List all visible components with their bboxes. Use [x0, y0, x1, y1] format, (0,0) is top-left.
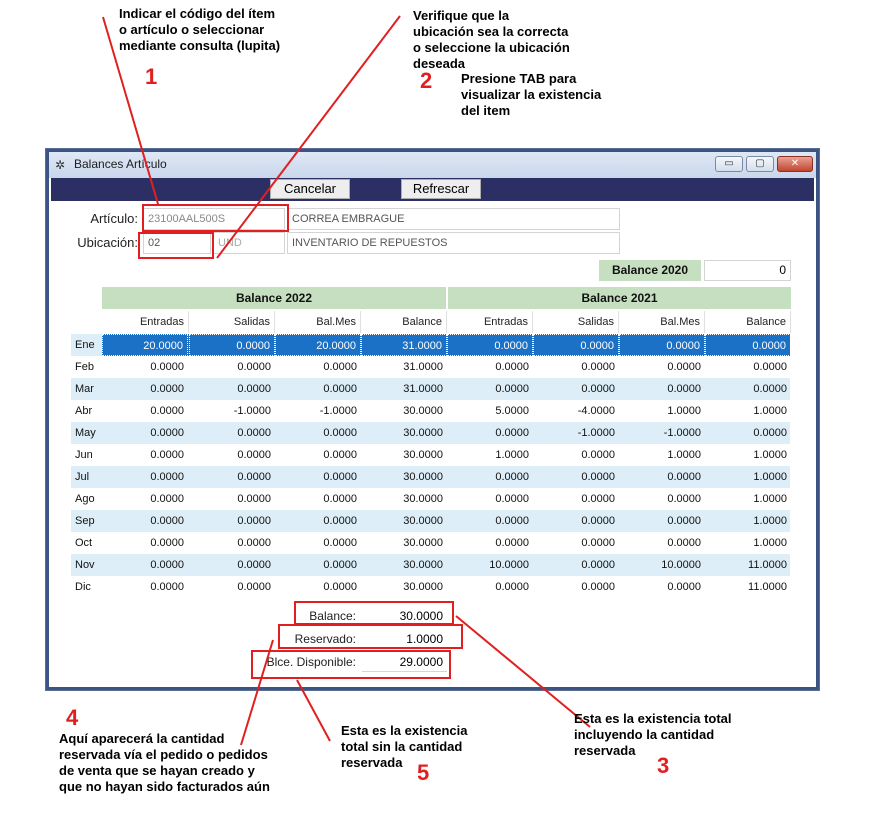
col-header[interactable]: Salidas [533, 311, 619, 333]
table-cell: 0.0000 [150, 361, 184, 373]
table-cell: 0.0000 [667, 581, 701, 593]
table-cell: 0.0000 [581, 581, 615, 593]
table-cell: 0.0000 [495, 471, 529, 483]
table-cell: 0.0000 [581, 471, 615, 483]
col-header[interactable]: Balance [361, 311, 447, 333]
table-cell: 0.0000 [323, 427, 357, 439]
table-cell: 0.0000 [150, 383, 184, 395]
table-cell: 1.0000 [753, 493, 787, 505]
refresh-button[interactable]: Refrescar [401, 179, 481, 199]
table-cell: 0.0000 [150, 405, 184, 417]
month-cell: May [75, 427, 96, 439]
table-cell: 30.0000 [403, 471, 443, 483]
ubicacion-code-input[interactable]: 02 [143, 232, 211, 254]
table-cell: 0.0000 [581, 361, 615, 373]
articulo-description: CORREA EMBRAGUE [287, 208, 620, 230]
table-cell: 0.0000 [237, 581, 271, 593]
table-cell: 30.0000 [403, 427, 443, 439]
table-cell: 0.0000 [323, 449, 357, 461]
disponible-value: 29.0000 [362, 652, 447, 672]
table-cell: 0.0000 [667, 493, 701, 505]
annotation-1-text: Indicar el código del ítem o artículo o seleccionar mediante consulta (lupita) [119, 6, 281, 53]
annotation-4-text: Aquí aparecerá la cantidad reservada vía el pedido o pedidos de venta que se hayan creado y que no hayan sido facturados aún [59, 731, 270, 794]
table-cell: -1.0000 [663, 427, 701, 439]
table-cell: 0.0000 [581, 515, 615, 527]
month-cell: Ene [71, 334, 102, 356]
table-cell: 0.0000 [150, 559, 184, 571]
group-header-2022: Balance 2022 [102, 287, 446, 309]
table-cell: 0.0000 [581, 537, 615, 549]
table-cell: 0.0000 [323, 581, 357, 593]
table-cell: 0.0000 [323, 471, 357, 483]
annotation-3-number: 3 [657, 753, 670, 778]
articulo-code-input[interactable]: 23100AAL500S [143, 208, 285, 230]
table-cell: 1.0000 [753, 537, 787, 549]
table-cell: 0.0000 [753, 383, 787, 395]
table-cell: 30.0000 [403, 515, 443, 527]
table-cell: 0.0000 [495, 493, 529, 505]
table-cell: 0.0000 [581, 449, 615, 461]
ubicacion-unit: UND [213, 232, 285, 254]
table-cell: 20.0000 [102, 334, 188, 356]
annotation-tab-text: Presione TAB para visualizar la existencia del item [461, 71, 602, 118]
table-cell: 0.0000 [753, 427, 787, 439]
table-cell: 1.0000 [753, 471, 787, 483]
table-cell: 1.0000 [753, 405, 787, 417]
table-cell: 0.0000 [581, 559, 615, 571]
table-cell: 5.0000 [495, 405, 529, 417]
table-cell: 0.0000 [150, 449, 184, 461]
table-cell: 0.0000 [237, 493, 271, 505]
annotation-2-number: 2 [420, 68, 433, 93]
maximize-button[interactable]: ▢ [746, 156, 774, 172]
table-cell: 31.0000 [403, 361, 443, 373]
col-header[interactable]: Salidas [189, 311, 275, 333]
table-cell: 0.0000 [581, 493, 615, 505]
table-cell: 0.0000 [323, 383, 357, 395]
table-cell: 0.0000 [323, 361, 357, 373]
minimize-button[interactable]: ▭ [715, 156, 743, 172]
col-header[interactable]: Entradas [447, 311, 533, 333]
table-cell: 10.0000 [489, 559, 529, 571]
annotation-5-text: Esta es la existencia total sin la cantidad reservada [341, 723, 468, 770]
ubicacion-label: Ubicación: [77, 235, 138, 250]
table-cell: 30.0000 [403, 493, 443, 505]
month-cell: Ago [75, 493, 95, 505]
table-cell: 0.0000 [189, 334, 275, 356]
window-title: Balances Artículo [74, 157, 167, 171]
table-cell: 0.0000 [667, 383, 701, 395]
month-cell: Sep [75, 515, 95, 527]
table-cell: 0.0000 [150, 493, 184, 505]
balance-2020-value: 0 [704, 260, 791, 281]
table-cell: 0.0000 [150, 537, 184, 549]
table-cell: 0.0000 [237, 361, 271, 373]
table-cell: 1.0000 [667, 449, 701, 461]
table-cell: 0.0000 [323, 537, 357, 549]
col-header[interactable]: Entradas [102, 311, 189, 333]
annotation-3-text: Esta es la existencia total incluyendo la cantidad reservada [574, 711, 732, 758]
table-cell: 0.0000 [495, 515, 529, 527]
annotation-5-number: 5 [417, 760, 430, 785]
table-cell: 0.0000 [150, 515, 184, 527]
group-header-2021: Balance 2021 [448, 287, 791, 309]
table-cell: 0.0000 [495, 537, 529, 549]
table-cell: 0.0000 [581, 383, 615, 395]
table-cell: 0.0000 [237, 515, 271, 527]
table-cell: 0.0000 [323, 515, 357, 527]
month-cell: Nov [75, 559, 95, 571]
table-cell: 0.0000 [150, 581, 184, 593]
table-cell: 20.0000 [275, 334, 361, 356]
annotation-2-text: Verifique que la ubicación sea la correcta o seleccione la ubicación deseada [413, 8, 570, 71]
close-button[interactable]: ✕ [777, 156, 813, 172]
table-cell: 0.0000 [619, 334, 705, 356]
table-cell: 31.0000 [403, 383, 443, 395]
table-cell: -1.0000 [319, 405, 357, 417]
table-cell: 30.0000 [403, 559, 443, 571]
table-cell: 0.0000 [495, 383, 529, 395]
annotation-4-number: 4 [66, 705, 79, 730]
month-cell: Dic [75, 581, 91, 593]
table-cell: 0.0000 [237, 537, 271, 549]
table-cell: 0.0000 [237, 471, 271, 483]
table-cell: 31.0000 [361, 334, 447, 356]
table-cell: 0.0000 [667, 537, 701, 549]
table-cell: 0.0000 [323, 559, 357, 571]
month-cell: Jul [75, 471, 90, 483]
table-cell: 1.0000 [667, 405, 701, 417]
table-cell: 0.0000 [753, 361, 787, 373]
table-cell: 0.0000 [667, 361, 701, 373]
col-header[interactable]: Balance [705, 311, 791, 333]
table-cell: 0.0000 [495, 427, 529, 439]
col-header[interactable]: Bal.Mes [619, 311, 705, 333]
table-cell: -1.0000 [577, 427, 615, 439]
table-cell: 0.0000 [237, 449, 271, 461]
table-cell: 0.0000 [667, 471, 701, 483]
table-cell: 30.0000 [403, 581, 443, 593]
month-cell: Jun [75, 449, 93, 461]
table-cell: 10.0000 [661, 559, 701, 571]
table-cell: 11.0000 [748, 559, 787, 571]
cancel-button[interactable]: Cancelar [270, 179, 350, 199]
month-cell: Feb [75, 361, 94, 373]
table-cell: 1.0000 [495, 449, 529, 461]
table-cell: 30.0000 [403, 537, 443, 549]
table-cell: 0.0000 [150, 471, 184, 483]
table-cell: 0.0000 [705, 334, 791, 356]
month-cell: Oct [75, 537, 93, 549]
balance-label: Balance: [309, 609, 356, 623]
articulo-label: Artículo: [90, 211, 138, 226]
table-cell: -1.0000 [233, 405, 271, 417]
table-cell: 0.0000 [667, 515, 701, 527]
table-cell: 1.0000 [753, 515, 787, 527]
table-cell: 0.0000 [495, 581, 529, 593]
table-cell: 0.0000 [495, 361, 529, 373]
table-cell: 0.0000 [237, 559, 271, 571]
disponible-label: Blce. Disponible: [266, 655, 356, 669]
reservado-label: Reservado: [294, 632, 356, 646]
table-cell: 0.0000 [237, 427, 271, 439]
balance-2020-label: Balance 2020 [599, 260, 701, 281]
annotation-1-number: 1 [145, 64, 158, 89]
col-header[interactable]: Bal.Mes [275, 311, 361, 333]
table-cell: 0.0000 [323, 493, 357, 505]
month-cell: Mar [75, 383, 94, 395]
table-cell: 1.0000 [753, 449, 787, 461]
reservado-value: 1.0000 [362, 629, 447, 649]
table-cell: 30.0000 [403, 449, 443, 461]
table-cell: 11.0000 [748, 581, 787, 593]
table-cell: 0.0000 [447, 334, 533, 356]
ubicacion-description: INVENTARIO DE REPUESTOS [287, 232, 620, 254]
table-cell: 0.0000 [237, 383, 271, 395]
table-cell: 0.0000 [150, 427, 184, 439]
app-icon: ✲ [55, 158, 66, 172]
table-cell: 30.0000 [403, 405, 443, 417]
month-cell: Abr [75, 405, 93, 417]
table-cell: 0.0000 [533, 334, 619, 356]
table-cell: -4.0000 [577, 405, 615, 417]
balance-value: 30.0000 [362, 606, 447, 626]
